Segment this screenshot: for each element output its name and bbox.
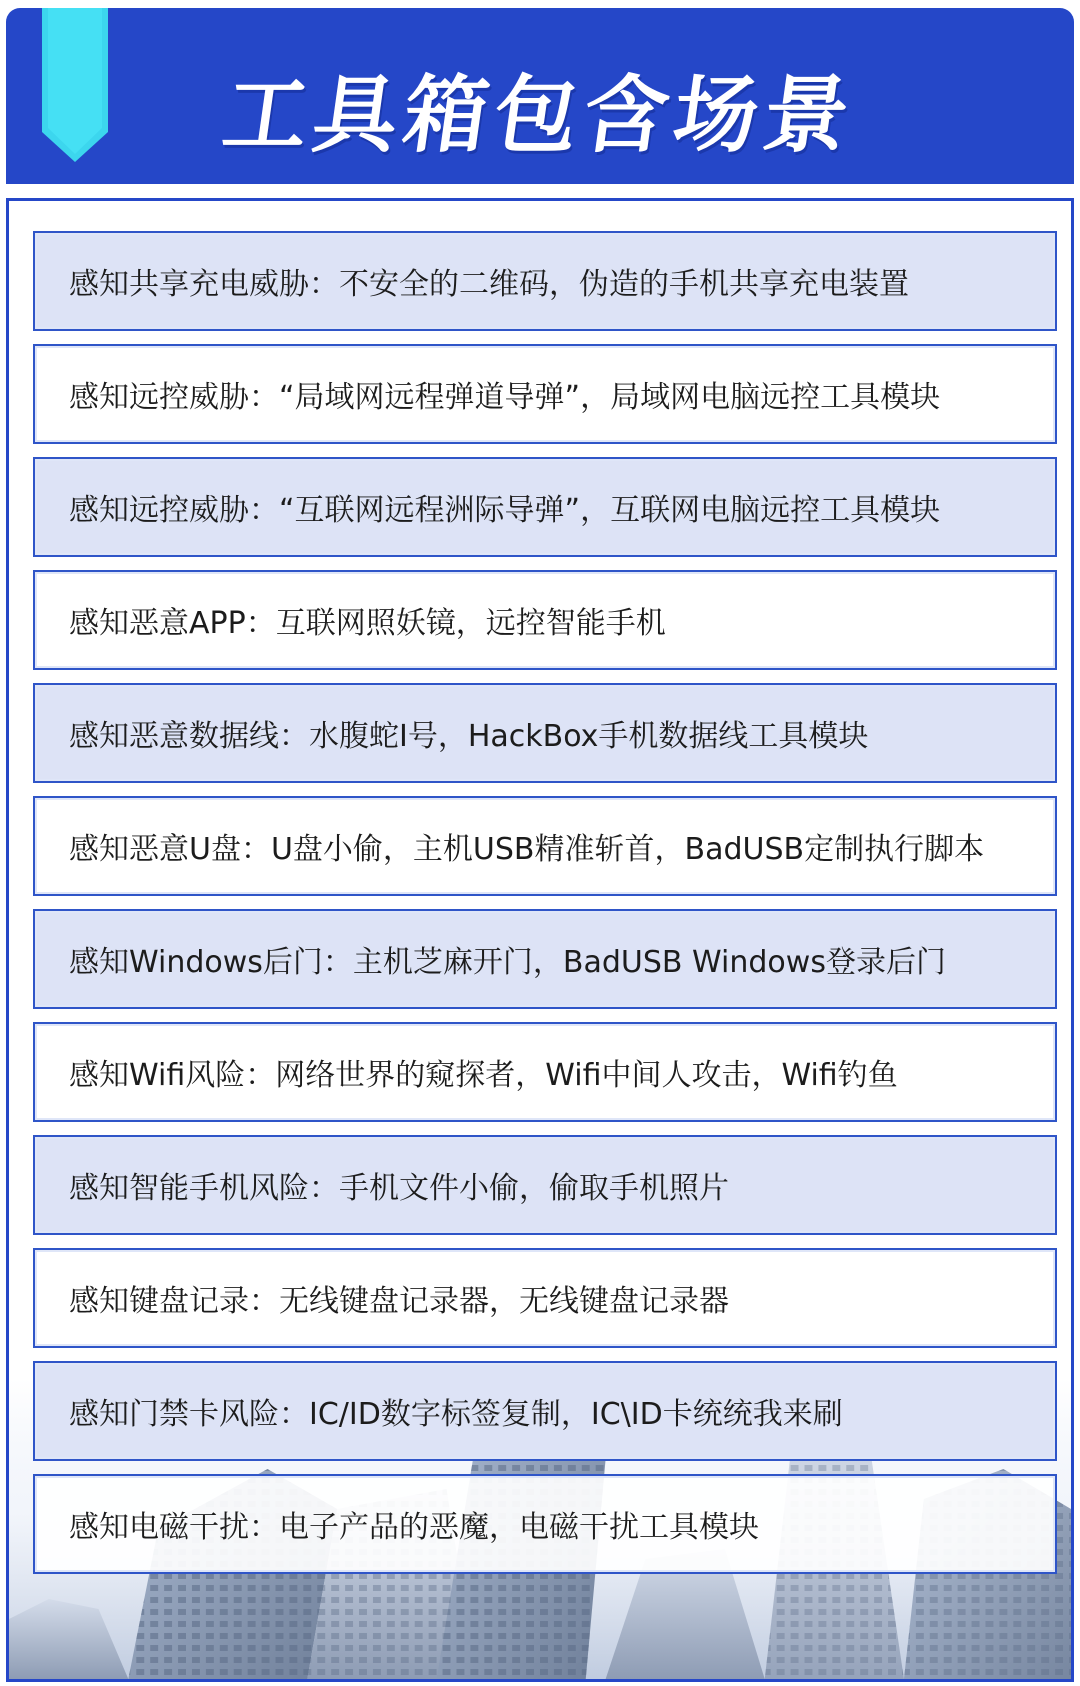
list-item: [33, 909, 1057, 1009]
list-item: [33, 796, 1057, 896]
scene-list-panel: [6, 198, 1074, 1682]
list-item-text: 感知恶意数据线：水腹蛇I号，HackBox手机数据线工具模块: [69, 719, 869, 754]
list-item-text: 感知共享充电威胁：不安全的二维码，伪造的手机共享充电装置: [69, 267, 909, 302]
list-item: [33, 1248, 1057, 1348]
page-title: 工具箱包含场景: [217, 66, 861, 164]
list-item-text: 感知智能手机风险：手机文件小偷，偷取手机照片: [69, 1171, 729, 1206]
list-item-text: 感知远控威胁：“互联网远程洲际导弹”，互联网电脑远控工具模块: [69, 493, 941, 528]
list-item-text: 感知Wifi风险：网络世界的窥探者，Wifi中间人攻击，Wifi钓鱼: [69, 1058, 898, 1093]
list-item: [33, 1022, 1057, 1122]
list-item: [33, 1361, 1057, 1461]
list-item-text: 感知远控威胁：“局域网远程弹道导弹”，局域网电脑远控工具模块: [69, 380, 941, 415]
list-item-text: 感知恶意U盘：U盘小偷，主机USB精准斩首，BadUSB定制执行脚本: [69, 832, 985, 867]
list-item: [33, 1135, 1057, 1235]
list-item: [33, 457, 1057, 557]
header-banner: [6, 8, 1074, 184]
list-item: [33, 1474, 1057, 1574]
list-item-text: 感知恶意APP：互联网照妖镜，远控智能手机: [69, 606, 666, 641]
list-item-text: 感知门禁卡风险：IC/ID数字标签复制，IC\ID卡统统我来刷: [69, 1397, 843, 1432]
list-item: [33, 683, 1057, 783]
list-item: [33, 231, 1057, 331]
list-item: [33, 344, 1057, 444]
list-item-text: 感知电磁干扰：电子产品的恶魔，电磁干扰工具模块: [69, 1510, 759, 1545]
scene-list: [33, 231, 1057, 1587]
list-item-text: 感知键盘记录：无线键盘记录器，无线键盘记录器: [69, 1284, 729, 1319]
list-item-text: 感知Windows后门：主机芝麻开门，BadUSB Windows登录后门: [69, 945, 946, 980]
list-item: [33, 570, 1057, 670]
